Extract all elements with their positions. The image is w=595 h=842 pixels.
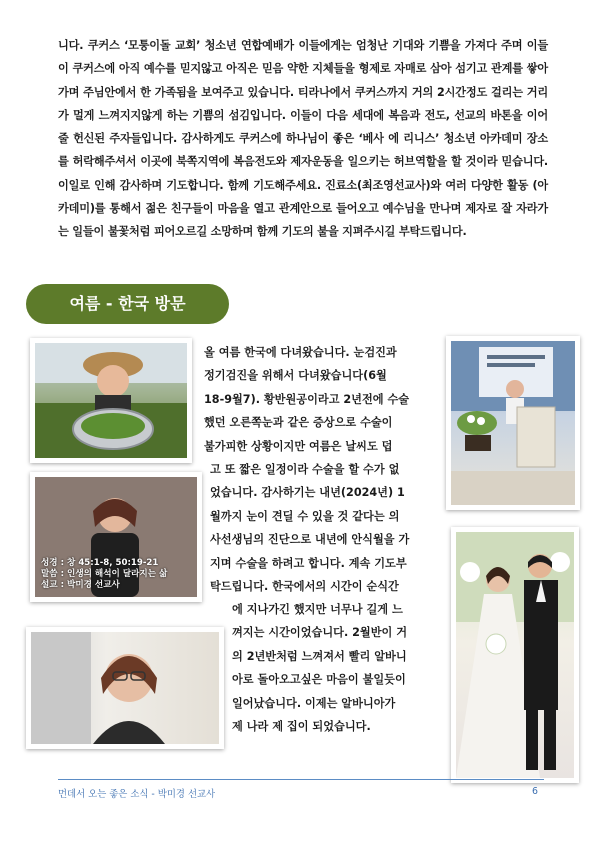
- photo-portrait-illustration: [31, 632, 219, 744]
- body-line: 올 여름 한국에 다녀왔습니다. 눈검진과: [204, 346, 397, 359]
- body-text-block-2: [232, 598, 442, 738]
- sermon-caption: [41, 558, 189, 591]
- body-line: 에 지나가긴 했지만 너무나 길게 느: [232, 603, 403, 616]
- photo-podium-illustration: [451, 341, 575, 505]
- photo-beans-illustration: [35, 343, 187, 458]
- body-line: 사선생님의 진단으로 내년에 안식월을 가: [210, 533, 410, 547]
- footer-rule: [58, 779, 544, 780]
- body-line: 불가피한 상황이지만 여름은 날씨도 덥: [204, 439, 393, 453]
- intro-paragraph: 니다. 쿠커스 ‘모퉁이돌 교회’ 청소년 연합예배가 이들에게는 엄청난 기대와 기쁨을 가져다 주며 이들이 쿠커스에 아직 예수를 믿지않고 아직은 믿음 약한 지체들을 형제로 자매로 삼아 섬기고 관계를 쌓아가며 주님안에서 한 가족됨을 보여주고 있습니다. 티라나에서 쿠커스까지 거의 2시간정도 걸리는 거리가 멀게 느껴지지않게 하는 기쁨의 섬김입니다. 이들이 다음 세대에 복음과 전도, 선교의 바톤을 이어줄 헌신된 주자들입니다. 감사하게도 쿠커스에 하나님이 좋은 ‘베사 에 리니스’ 청소년 아카데미 장소를 허락해주셔서 이곳에 북쪽지역에 복음전도와 제자운동을 일으키는 허브역할을 할 것이라 믿습니다. 이일로 인해 감사하며 기도합니다. 함께 기도해주세요. 진료소(최조영선교사)와 여러 다양한 활동 (아카데미)를 통해서 젊은 친구들이 마음을 열고 관계안으로 들어오고 예수님을 만나며 제자로 잘 자라가는 일들이 불꽃처럼 피어오르길 소망하며 함께 기도의 불을 지펴주시길 부탁드립니다.: [58, 39, 548, 239]
- photo-beans-harvest: [30, 338, 192, 463]
- body-text-block-1: [204, 341, 442, 598]
- section-title: 여름 - 한국 방문: [26, 284, 229, 324]
- body-line: 정기검진을 위해서 다녀왔습니다(6월: [204, 369, 387, 383]
- body-line: 었습니다. 감사하기는 내년(2024년) 1: [210, 486, 405, 500]
- photo-portrait: [26, 627, 224, 749]
- body-line: 했던 오른쪽눈과 같은 증상으로 수술이: [204, 416, 393, 430]
- body-line: 제 나라 제 집이 되었습니다.: [232, 720, 371, 734]
- footer-title: 먼데서 오는 좋은 소식 - 박미경 선교사: [58, 789, 216, 800]
- photo-sermon: [30, 472, 202, 602]
- body-line: 지며 수술을 하려고 합니다. 계속 기도부: [210, 556, 407, 570]
- body-line: 18-9월7). 황반원공이라고 2년전에 수술: [204, 392, 410, 406]
- body-line: 일어났습니다. 이제는 알바니아가: [232, 696, 396, 710]
- caption-scripture: 성경 : 창 45:1-8, 50:19-21: [41, 558, 159, 568]
- body-line: 의 2년반처럼 느껴져서 빨리 알바니: [232, 649, 407, 663]
- caption-message: 말씀 : 인생의 해석이 달라지는 삶: [41, 569, 168, 579]
- page-number: 6: [532, 786, 538, 797]
- body-line: 고 또 짧은 일정이라 수술을 할 수가 없: [210, 463, 400, 477]
- body-line: 껴지는 시간이었습니다. 2월반이 거: [232, 626, 408, 640]
- body-line: 월까지 눈이 견딜 수 있을 것 같다는 의: [210, 509, 400, 523]
- photo-podium: [446, 336, 580, 510]
- photo-wedding-illustration: [456, 532, 574, 778]
- photo-wedding: [451, 527, 579, 783]
- body-line: 탁드립니다. 한국에서의 시간이 순식간: [210, 580, 399, 594]
- body-line: 아로 돌아오고싶은 마음이 불일듯이: [232, 673, 406, 687]
- caption-preacher: 설교 : 박미경 선교사: [41, 580, 120, 590]
